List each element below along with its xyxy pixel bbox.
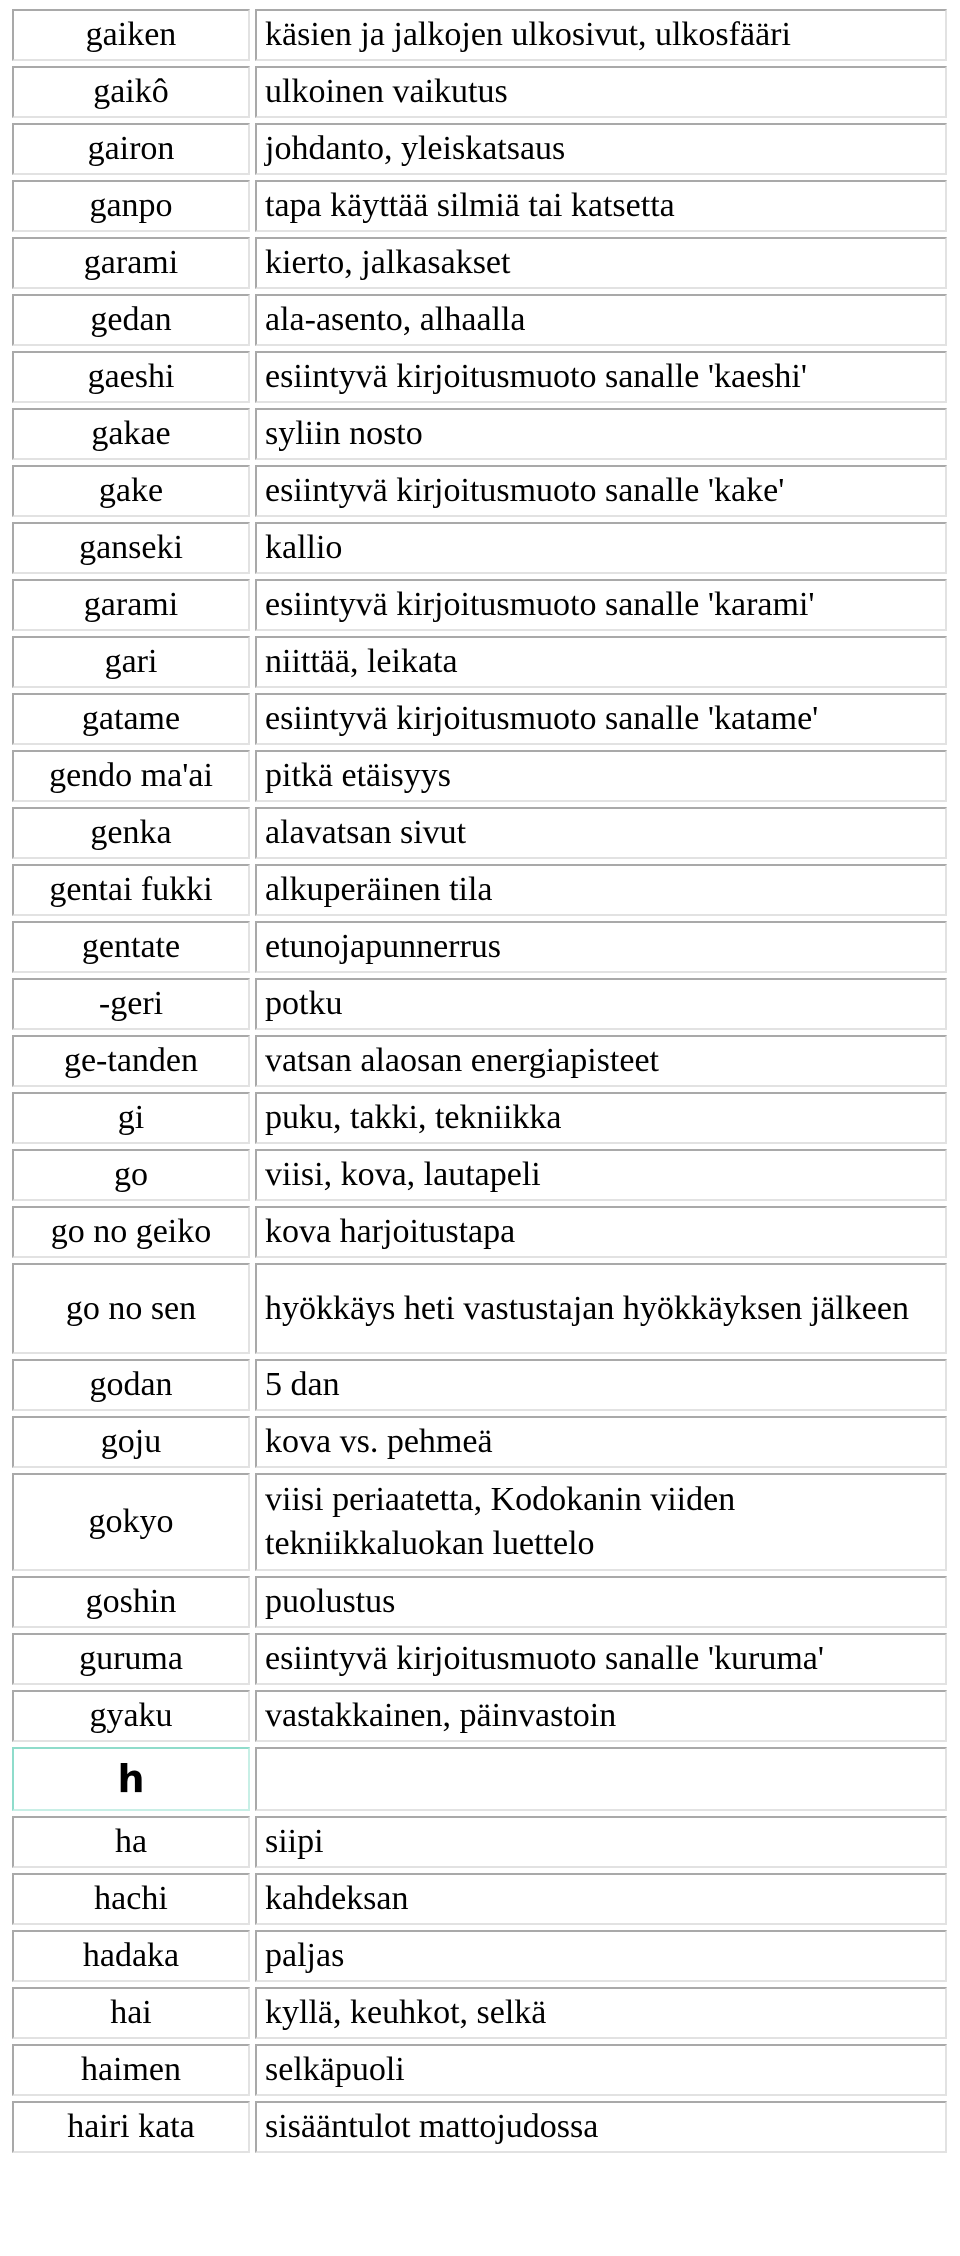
glossary-row — [12, 237, 947, 289]
definition-cell: ala-asento, alhaalla — [255, 294, 947, 346]
term-cell: ganseki — [12, 522, 250, 574]
term-cell: godan — [12, 1359, 250, 1411]
glossary-row — [12, 1473, 947, 1571]
glossary-row — [12, 1206, 947, 1258]
term-cell: ge-tanden — [12, 1035, 250, 1087]
section-letter: h — [12, 1747, 250, 1811]
definition-cell: kahdeksan — [255, 1873, 947, 1925]
definition-cell: paljas — [255, 1930, 947, 1982]
glossary-row — [12, 1092, 947, 1144]
term-cell: go no geiko — [12, 1206, 250, 1258]
glossary-row — [12, 465, 947, 517]
glossary-row — [12, 693, 947, 745]
glossary-row — [12, 1149, 947, 1201]
section-blank-cell — [255, 1747, 947, 1811]
definition-cell: esiintyvä kirjoitusmuoto sanalle 'katame' — [255, 693, 947, 745]
glossary-row — [12, 921, 947, 973]
definition-cell: alkuperäinen tila — [255, 864, 947, 916]
term-cell: hairi kata — [12, 2101, 250, 2153]
glossary-row — [12, 180, 947, 232]
glossary-row — [12, 123, 947, 175]
glossary-row — [12, 294, 947, 346]
term-cell: gake — [12, 465, 250, 517]
term-cell: gyaku — [12, 1690, 250, 1742]
term-cell: ha — [12, 1816, 250, 1868]
definition-cell: 5 dan — [255, 1359, 947, 1411]
definition-cell: johdanto, yleiskatsaus — [255, 123, 947, 175]
definition-cell: esiintyvä kirjoitusmuoto sanalle 'kake' — [255, 465, 947, 517]
term-cell: gatame — [12, 693, 250, 745]
term-cell: garami — [12, 579, 250, 631]
definition-cell: potku — [255, 978, 947, 1030]
glossary-row — [12, 408, 947, 460]
term-cell: -geri — [12, 978, 250, 1030]
definition-cell: kierto, jalkasakset — [255, 237, 947, 289]
definition-cell: esiintyvä kirjoitusmuoto sanalle 'kuruma' — [255, 1633, 947, 1685]
definition-cell: niittää, leikata — [255, 636, 947, 688]
glossary-row — [12, 864, 947, 916]
term-cell: hachi — [12, 1873, 250, 1925]
definition-cell: pitkä etäisyys — [255, 750, 947, 802]
term-cell: gendo ma'ai — [12, 750, 250, 802]
definition-cell: siipi — [255, 1816, 947, 1868]
term-cell: gari — [12, 636, 250, 688]
glossary-row — [12, 579, 947, 631]
definition-cell: viisi periaatetta, Kodokanin viiden tekniikkaluokan luettelo — [255, 1473, 947, 1571]
definition-cell: puolustus — [255, 1576, 947, 1628]
glossary-row — [12, 1816, 947, 1868]
term-cell: gentai fukki — [12, 864, 250, 916]
glossary-row — [12, 1873, 947, 1925]
glossary-row — [12, 2101, 947, 2153]
definition-cell: kova harjoitustapa — [255, 1206, 947, 1258]
term-cell: hadaka — [12, 1930, 250, 1982]
glossary-row — [12, 9, 947, 61]
term-cell: genka — [12, 807, 250, 859]
term-cell: gi — [12, 1092, 250, 1144]
term-cell: gairon — [12, 123, 250, 175]
glossary-row — [12, 351, 947, 403]
glossary-row — [12, 807, 947, 859]
glossary-row — [12, 750, 947, 802]
definition-cell: ulkoinen vaikutus — [255, 66, 947, 118]
term-cell: go — [12, 1149, 250, 1201]
term-cell: hai — [12, 1987, 250, 2039]
glossary-row — [12, 522, 947, 574]
term-cell: go no sen — [12, 1263, 250, 1354]
glossary-row — [12, 1633, 947, 1685]
definition-cell: vatsan alaosan energiapisteet — [255, 1035, 947, 1087]
term-cell: gentate — [12, 921, 250, 973]
term-cell: gakae — [12, 408, 250, 460]
glossary-table — [7, 4, 952, 2158]
glossary-row — [12, 1576, 947, 1628]
glossary-row — [12, 1416, 947, 1468]
glossary-row — [12, 978, 947, 1030]
definition-cell: viisi, kova, lautapeli — [255, 1149, 947, 1201]
glossary-row — [12, 1359, 947, 1411]
term-cell: haimen — [12, 2044, 250, 2096]
definition-cell: tapa käyttää silmiä tai katsetta — [255, 180, 947, 232]
definition-cell: sisääntulot mattojudossa — [255, 2101, 947, 2153]
definition-cell: kova vs. pehmeä — [255, 1416, 947, 1468]
glossary-row — [12, 66, 947, 118]
term-cell: garami — [12, 237, 250, 289]
term-cell: gaeshi — [12, 351, 250, 403]
definition-cell: vastakkainen, päinvastoin — [255, 1690, 947, 1742]
glossary-body — [12, 9, 947, 2153]
definition-cell: syliin nosto — [255, 408, 947, 460]
glossary-row — [12, 1690, 947, 1742]
definition-cell: etunojapunnerrus — [255, 921, 947, 973]
glossary-row — [12, 1930, 947, 1982]
definition-cell: esiintyvä kirjoitusmuoto sanalle 'kaeshi' — [255, 351, 947, 403]
definition-cell: kallio — [255, 522, 947, 574]
definition-cell: hyökkäys heti vastustajan hyökkäyksen jälkeen — [255, 1263, 947, 1354]
term-cell: guruma — [12, 1633, 250, 1685]
glossary-row — [12, 2044, 947, 2096]
term-cell: gaikô — [12, 66, 250, 118]
term-cell: ganpo — [12, 180, 250, 232]
glossary-row — [12, 1035, 947, 1087]
definition-cell: selkäpuoli — [255, 2044, 947, 2096]
definition-cell: puku, takki, tekniikka — [255, 1092, 947, 1144]
definition-cell: kyllä, keuhkot, selkä — [255, 1987, 947, 2039]
definition-cell: käsien ja jalkojen ulkosivut, ulkosfääri — [255, 9, 947, 61]
definition-cell: alavatsan sivut — [255, 807, 947, 859]
term-cell: gokyo — [12, 1473, 250, 1571]
glossary-row — [12, 1987, 947, 2039]
term-cell: goshin — [12, 1576, 250, 1628]
term-cell: gaiken — [12, 9, 250, 61]
term-cell: gedan — [12, 294, 250, 346]
section-header-row — [12, 1747, 947, 1811]
glossary-row — [12, 636, 947, 688]
definition-cell: esiintyvä kirjoitusmuoto sanalle 'karami' — [255, 579, 947, 631]
term-cell: goju — [12, 1416, 250, 1468]
glossary-row — [12, 1263, 947, 1354]
